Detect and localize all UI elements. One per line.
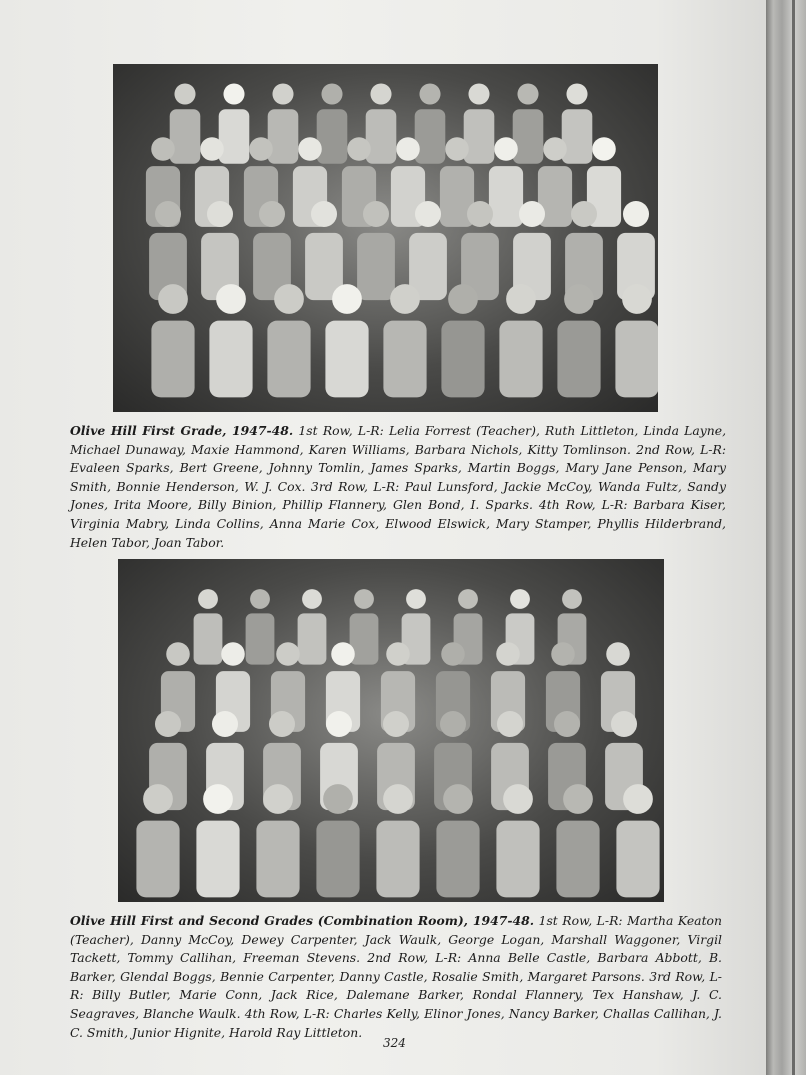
child-face	[390, 284, 420, 314]
child-figure	[496, 821, 539, 898]
child-face	[269, 711, 295, 737]
child-face	[321, 83, 342, 104]
child-figure	[513, 109, 544, 163]
child-face	[441, 642, 465, 666]
child-face	[272, 83, 293, 104]
child-face	[622, 284, 652, 314]
child-face	[363, 201, 389, 227]
child-face	[174, 83, 195, 104]
child-face	[143, 784, 173, 814]
child-face	[207, 201, 233, 227]
child-face	[386, 642, 410, 666]
child-figure	[209, 321, 252, 398]
child-figure	[298, 613, 327, 664]
child-face	[611, 711, 637, 737]
class-photo-figures	[118, 559, 664, 902]
child-face	[623, 784, 653, 814]
child-face	[571, 201, 597, 227]
child-figure	[357, 233, 395, 300]
child-face	[323, 784, 353, 814]
child-figure	[464, 109, 495, 163]
child-face	[564, 284, 594, 314]
book-spine-edge	[792, 0, 795, 1075]
child-face	[551, 642, 575, 666]
child-face	[212, 711, 238, 737]
child-face	[216, 284, 246, 314]
child-face	[445, 137, 469, 161]
child-figure	[557, 321, 600, 398]
child-face	[592, 137, 616, 161]
child-figure	[194, 613, 223, 664]
child-figure	[325, 321, 368, 398]
child-face	[440, 711, 466, 737]
photo-caption-combination-room	[70, 912, 722, 1042]
child-face	[200, 137, 224, 161]
child-figure	[615, 321, 658, 398]
child-figure	[267, 321, 310, 398]
child-face	[332, 284, 362, 314]
child-face	[467, 201, 493, 227]
child-face	[383, 711, 409, 737]
child-face	[223, 83, 244, 104]
child-face	[276, 642, 300, 666]
caption-title: Olive Hill First and Second Grades (Combination Room), 1947-48.	[70, 913, 535, 928]
child-face	[263, 784, 293, 814]
child-figure	[246, 613, 275, 664]
child-face	[302, 589, 322, 609]
child-face	[259, 201, 285, 227]
child-figure	[268, 109, 299, 163]
child-face	[298, 137, 322, 161]
caption-names: 1st Row, L-R: Lelia Forrest (Teacher), Ruth Littleton, Linda Layne, Michael Dunaway, Maxie Hammond, Karen Williams, Barbara Nichols, Kitty Tomlinson. 2nd Row, L-R: Evaleen Sparks, Bert Greene, Johnny Tomlin, James Sparks, Martin Boggs, Mary Jane Penson, Mary Smith, Bonnie Henderson, W. J. Cox. 3rd Row, L-R: Paul Lunsford, Jackie McCoy, Wanda Fultz, Sandy Jones, Irita Moore, Billy Binion, Phillip Flannery, Glen Bond, I. Sparks. 4th Row, L-R: Barbara Kiser, Virginia Mabry, Linda Collins, Anna Marie Cox, Elwood Elswick, Mary Stamper, Phyllis Hilderbrand, Helen Tabor, Joan Tabor.	[70, 423, 727, 550]
photo-caption-first-grade	[70, 422, 726, 552]
child-figure	[376, 821, 419, 898]
child-face	[370, 83, 391, 104]
child-face	[250, 589, 270, 609]
child-face	[448, 284, 478, 314]
page-number: 324	[383, 1036, 406, 1050]
child-face	[496, 642, 520, 666]
child-face	[497, 711, 523, 737]
child-face	[562, 589, 582, 609]
child-face	[347, 137, 371, 161]
child-figure	[136, 821, 179, 898]
class-photo-figures	[113, 64, 658, 412]
child-face	[198, 589, 218, 609]
child-figure	[316, 821, 359, 898]
child-face	[494, 137, 518, 161]
child-face	[443, 784, 473, 814]
child-face	[623, 201, 649, 227]
caption-names: 1st Row, L-R: Martha Keaton (Teacher), Danny McCoy, Dewey Carpenter, Jack Waulk, George Logan, Marshall Waggoner, Virgil Tackett, Tommy Callihan, Freeman Stevens. 2nd Row, L-R: Anna Belle Castle, Barbara Abbott, B. Barker, Glendal Boggs, Bennie Carpenter, Danny Castle, Rosalie Smith, Margaret Parsons. 3rd Row, L-R: Billy Butler, Marie Conn, Jack Rice, Dalemane Barker, Rondal Flannery, Tex Hanshaw, J. C. Seagraves, Blanche Waulk. 4th Row, L-R: Charles Kelly, Elinor Jones, Nancy Barker, Challas Callihan, J. C. Smith, Junior Hignite, Harold Ray Littleton.	[70, 913, 722, 1040]
child-face	[554, 711, 580, 737]
child-face	[468, 83, 489, 104]
child-figure	[383, 321, 426, 398]
child-figure	[317, 109, 348, 163]
child-figure	[170, 109, 201, 163]
child-face	[249, 137, 273, 161]
child-face	[419, 83, 440, 104]
child-face	[331, 642, 355, 666]
child-figure	[151, 321, 194, 398]
class-photo-combination-room	[118, 559, 664, 902]
child-figure	[415, 109, 446, 163]
child-face	[510, 589, 530, 609]
child-face	[158, 284, 188, 314]
child-face	[311, 201, 337, 227]
child-face	[415, 201, 441, 227]
child-face	[326, 711, 352, 737]
child-figure	[196, 821, 239, 898]
child-face	[406, 589, 426, 609]
child-face	[155, 711, 181, 737]
child-face	[566, 83, 587, 104]
child-face	[203, 784, 233, 814]
child-face	[606, 642, 630, 666]
child-figure	[366, 109, 397, 163]
class-photo-first-grade	[113, 64, 658, 412]
caption-title: Olive Hill First Grade, 1947-48.	[70, 423, 294, 438]
child-figure	[219, 109, 250, 163]
child-face	[383, 784, 413, 814]
child-face	[503, 784, 533, 814]
child-figure	[562, 109, 593, 163]
child-face	[543, 137, 567, 161]
child-face	[166, 642, 190, 666]
book-spine	[766, 0, 806, 1075]
child-face	[354, 589, 374, 609]
child-face	[458, 589, 478, 609]
child-face	[151, 137, 175, 161]
child-figure	[556, 821, 599, 898]
child-figure	[436, 821, 479, 898]
child-face	[519, 201, 545, 227]
child-figure	[616, 821, 659, 898]
child-face	[396, 137, 420, 161]
child-figure	[256, 821, 299, 898]
child-face	[506, 284, 536, 314]
child-figure	[499, 321, 542, 398]
child-figure	[441, 321, 484, 398]
child-face	[517, 83, 538, 104]
child-figure	[489, 166, 523, 227]
child-face	[155, 201, 181, 227]
child-face	[563, 784, 593, 814]
child-face	[274, 284, 304, 314]
child-face	[221, 642, 245, 666]
